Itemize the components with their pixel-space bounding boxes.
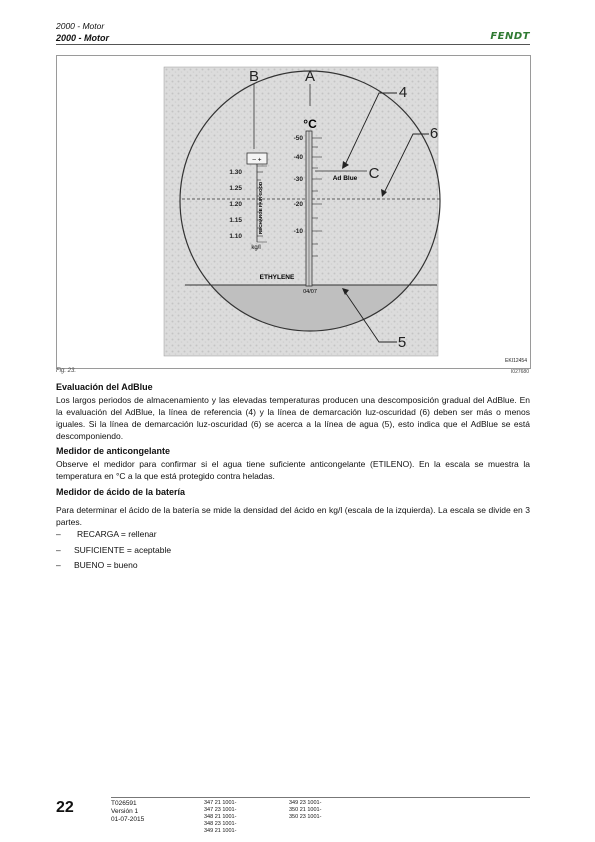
bullet-dash: – (56, 560, 61, 570)
section-body-antifreeze: Observe el medidor para confirmar si el agua tiene suficiente anticongelante (ETILENO). En la escala se muestra la temperatura en °C a la que está protegido contra heladas. (56, 459, 530, 481)
callout-5: 5 (397, 334, 407, 351)
list-item (56, 544, 171, 556)
figure-caption: Fig. 23. (56, 368, 77, 374)
density-unit: kg/l (251, 245, 261, 251)
model-number: 350 21 1001- (289, 807, 322, 813)
temp-tick: -10 (293, 228, 303, 235)
model-number: 348 21 1001- (204, 814, 237, 820)
temp-tick: -40 (293, 154, 303, 161)
temp-tick: -50 (293, 135, 303, 142)
callout-4: 4 (398, 84, 408, 101)
footer-doc-info (111, 800, 144, 824)
callout-6: 6 (429, 125, 439, 142)
list-item-text: RECARGA = rellenar (77, 529, 157, 539)
date-code: 04/07 (303, 289, 317, 295)
temp-tick: -30 (293, 176, 303, 183)
callout-c: C (368, 165, 380, 182)
battery-scale-label: RECHARGE FAIR GOOD (258, 181, 263, 234)
model-number: 348 23 1001- (204, 821, 237, 827)
section-title-adblue: Evaluación del AdBlue (56, 382, 153, 392)
density-tick: 1.20 (229, 201, 242, 208)
model-number: 349 23 1001- (289, 800, 322, 806)
model-number: 347 23 1001- (204, 807, 237, 813)
footer-models-col2 (289, 800, 321, 821)
density-tick: 1.30 (229, 169, 242, 176)
refractometer-diagram (57, 56, 530, 368)
bullet-dash: – (56, 529, 61, 539)
model-number: 350 23 1001- (289, 814, 322, 820)
fendt-logo: FENDT (490, 31, 530, 42)
section-body-adblue: Los largos periodos de almacenamiento y las elevadas temperaturas producen una descomposición gradual del AdBlue. En la evaluación del AdBlue, la línea de referencia (4) y la línea de demarcación luz-oscuridad (6) deben ser más o menos iguales. Si la línea de demarcación luz-oscuridad (6) se acerca a la línea de agua (5), esto indica que el AdBlue se está descomponiendo. (56, 395, 530, 441)
section-title-antifreeze: Medidor de anticongelante (56, 446, 171, 456)
doc-version: Versión 1 (111, 808, 139, 815)
temp-tick: -20 (293, 201, 303, 208)
callout-b: B (248, 68, 260, 85)
model-number: 347 21 1001- (204, 800, 237, 806)
figure-frame (56, 55, 531, 369)
ethylene-label: ETHYLENE (259, 274, 295, 281)
footer-rule (111, 797, 530, 798)
doc-date: 01-07-2015 (111, 816, 145, 823)
doc-number: T026591 (111, 800, 137, 807)
callout-a: A (304, 68, 316, 85)
bullet-dash: – (56, 545, 61, 555)
header-section: 2000 - Motor (56, 33, 110, 43)
page-number: 22 (56, 799, 74, 816)
adblue-label: Ad Blue (332, 175, 358, 182)
figure-image-id: I027680 (510, 369, 529, 375)
list-item-text: BUENO = bueno (74, 560, 138, 570)
section-title-battery: Medidor de ácido de la batería (56, 487, 186, 497)
header-rule (56, 44, 530, 45)
density-tick: 1.25 (229, 185, 242, 192)
section-body-battery: Para determinar el ácido de la batería se mide la densidad del ácido en kg/l (escala de la izquierda). La escala se divide en 3 partes. (56, 505, 530, 527)
temp-unit: °C (303, 117, 317, 131)
density-tick: 1.10 (229, 233, 242, 240)
density-tick: 1.15 (229, 217, 242, 224)
list-item (56, 559, 138, 571)
battery-sign-text: – + (252, 156, 262, 164)
model-number: 349 21 1001- (204, 828, 237, 834)
list-item-text: SUFICIENTE = aceptable (74, 545, 172, 555)
footer-models-col1 (204, 800, 236, 835)
figure-source-id: EKI12454 (505, 358, 527, 364)
list-item (56, 528, 157, 540)
header-chapter: 2000 - Motor (56, 21, 105, 31)
